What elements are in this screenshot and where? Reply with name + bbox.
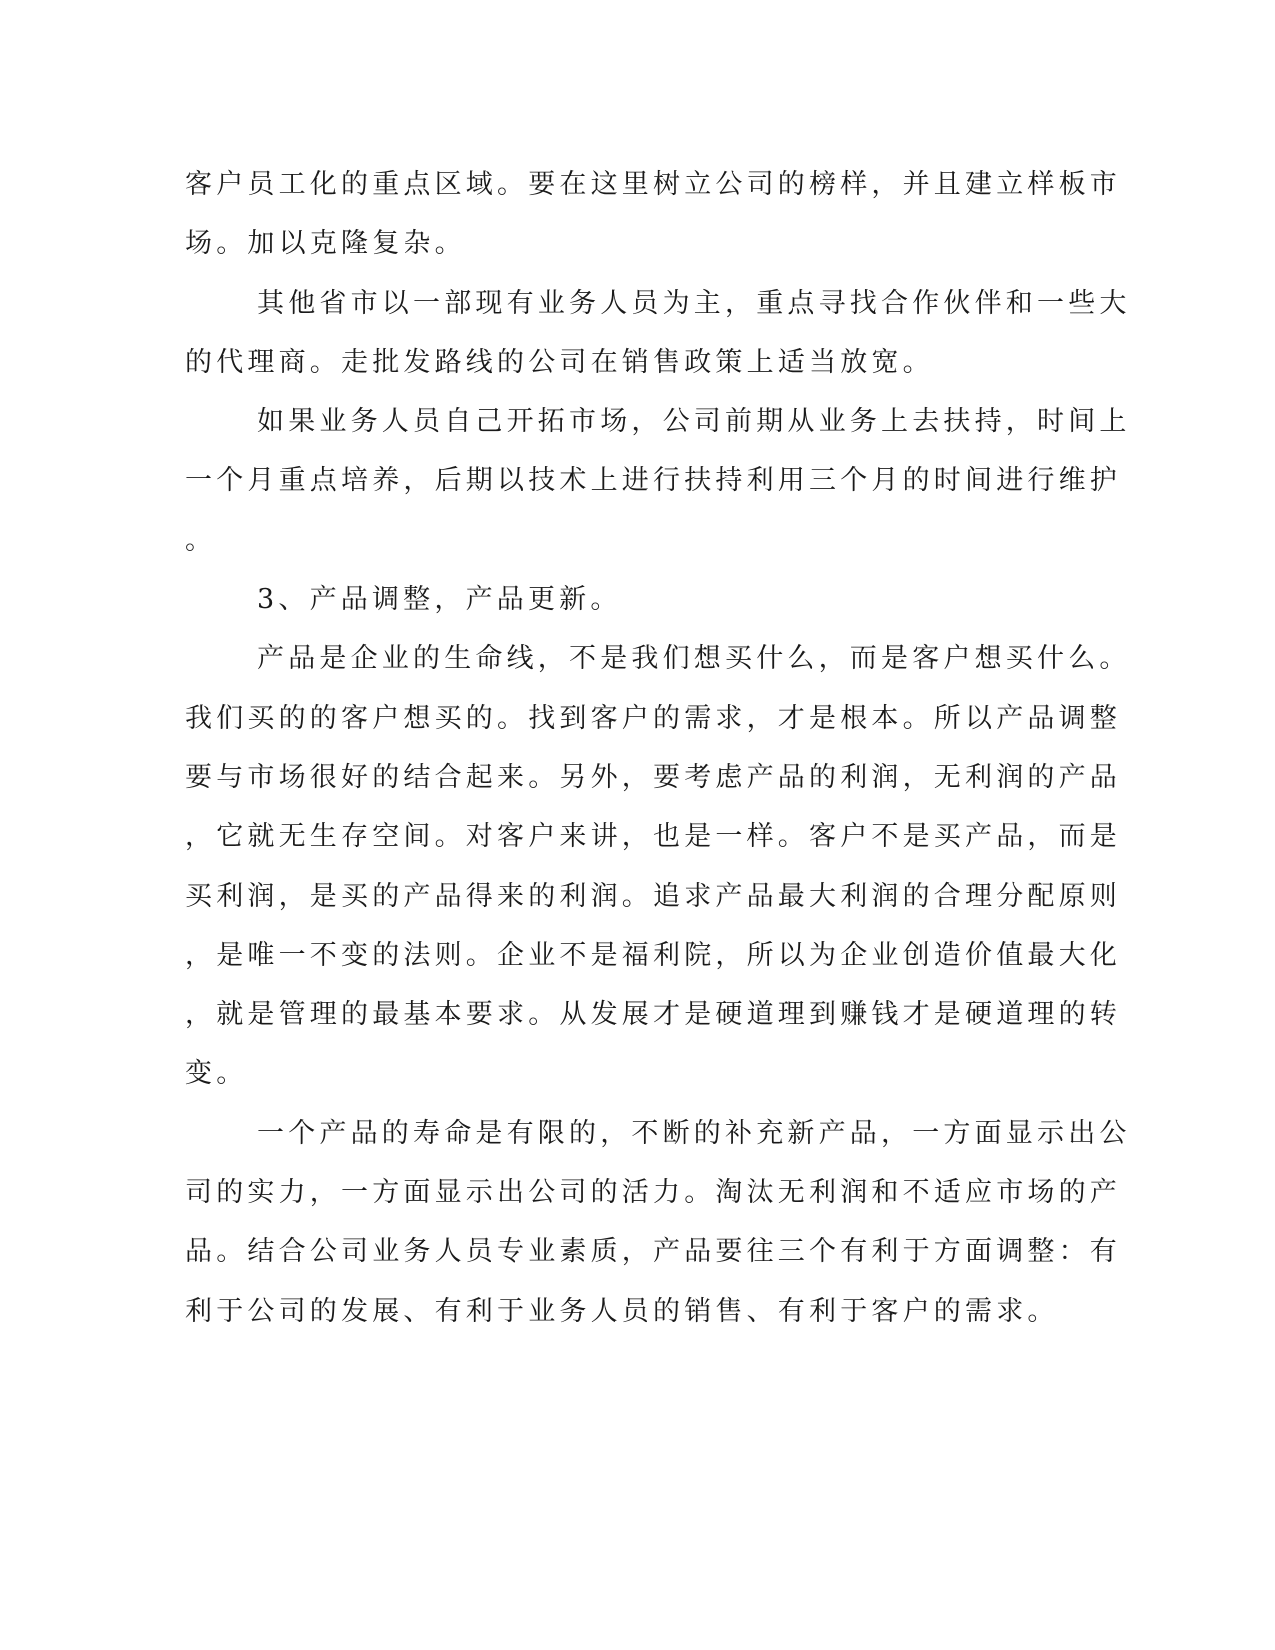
text-line: 买利润，是买的产品得来的利润。追求产品最大利润的合理分配原则: [185, 880, 1121, 912]
text-line: 要与市场很好的结合起来。另外，要考虑产品的利润，无利润的产品: [185, 761, 1121, 793]
text-line: 客户员工化的重点区域。要在这里树立公司的榜样，并且建立样板市: [185, 169, 1121, 200]
text-line: 场。加以克隆复杂。: [185, 228, 466, 260]
text-line: 一个月重点培养，后期以技术上进行扶持利用三个月的时间进行维护: [185, 465, 1121, 497]
text-line: 我们买的的客户想买的。找到客户的需求，才是根本。所以产品调整: [185, 702, 1121, 734]
paragraph-start-line: 如果业务人员自己开拓市场，公司前期从业务上去扶持，时间上: [257, 406, 1131, 438]
section-heading: 3、产品调整，产品更新。: [257, 584, 622, 616]
text-line: 。: [185, 524, 217, 556]
text-line: 司的实力，一方面显示出公司的活力。淘汰无利润和不适应市场的产: [185, 1177, 1121, 1209]
text-line: 品。结合公司业务人员专业素质，产品要往三个有利于方面调整：有: [185, 1236, 1121, 1268]
paragraph-start-line: 产品是企业的生命线，不是我们想买什么，而是客户想买什么。: [257, 643, 1131, 675]
paragraph-start-line: 一个产品的寿命是有限的，不断的补充新产品，一方面显示出公: [257, 1117, 1131, 1149]
body-text: [185, 155, 1131, 1341]
text-line: 变。: [185, 1058, 248, 1090]
text-line: ，是唯一不变的法则。企业不是福利院，所以为企业创造价值最大化: [185, 939, 1121, 971]
text-line: ，就是管理的最基本要求。从发展才是硬道理到赚钱才是硬道理的转: [185, 999, 1121, 1031]
text-line: ，它就无生存空间。对客户来讲，也是一样。客户不是买产品，而是: [185, 821, 1121, 853]
text-line: 的代理商。走批发路线的公司在销售政策上适当放宽。: [185, 346, 934, 378]
paragraph-start-line: 其他省市以一部现有业务人员为主，重点寻找合作伙伴和一些大: [257, 287, 1131, 319]
text-line: 利于公司的发展、有利于业务人员的销售、有利于客户的需求。: [185, 1295, 1059, 1327]
